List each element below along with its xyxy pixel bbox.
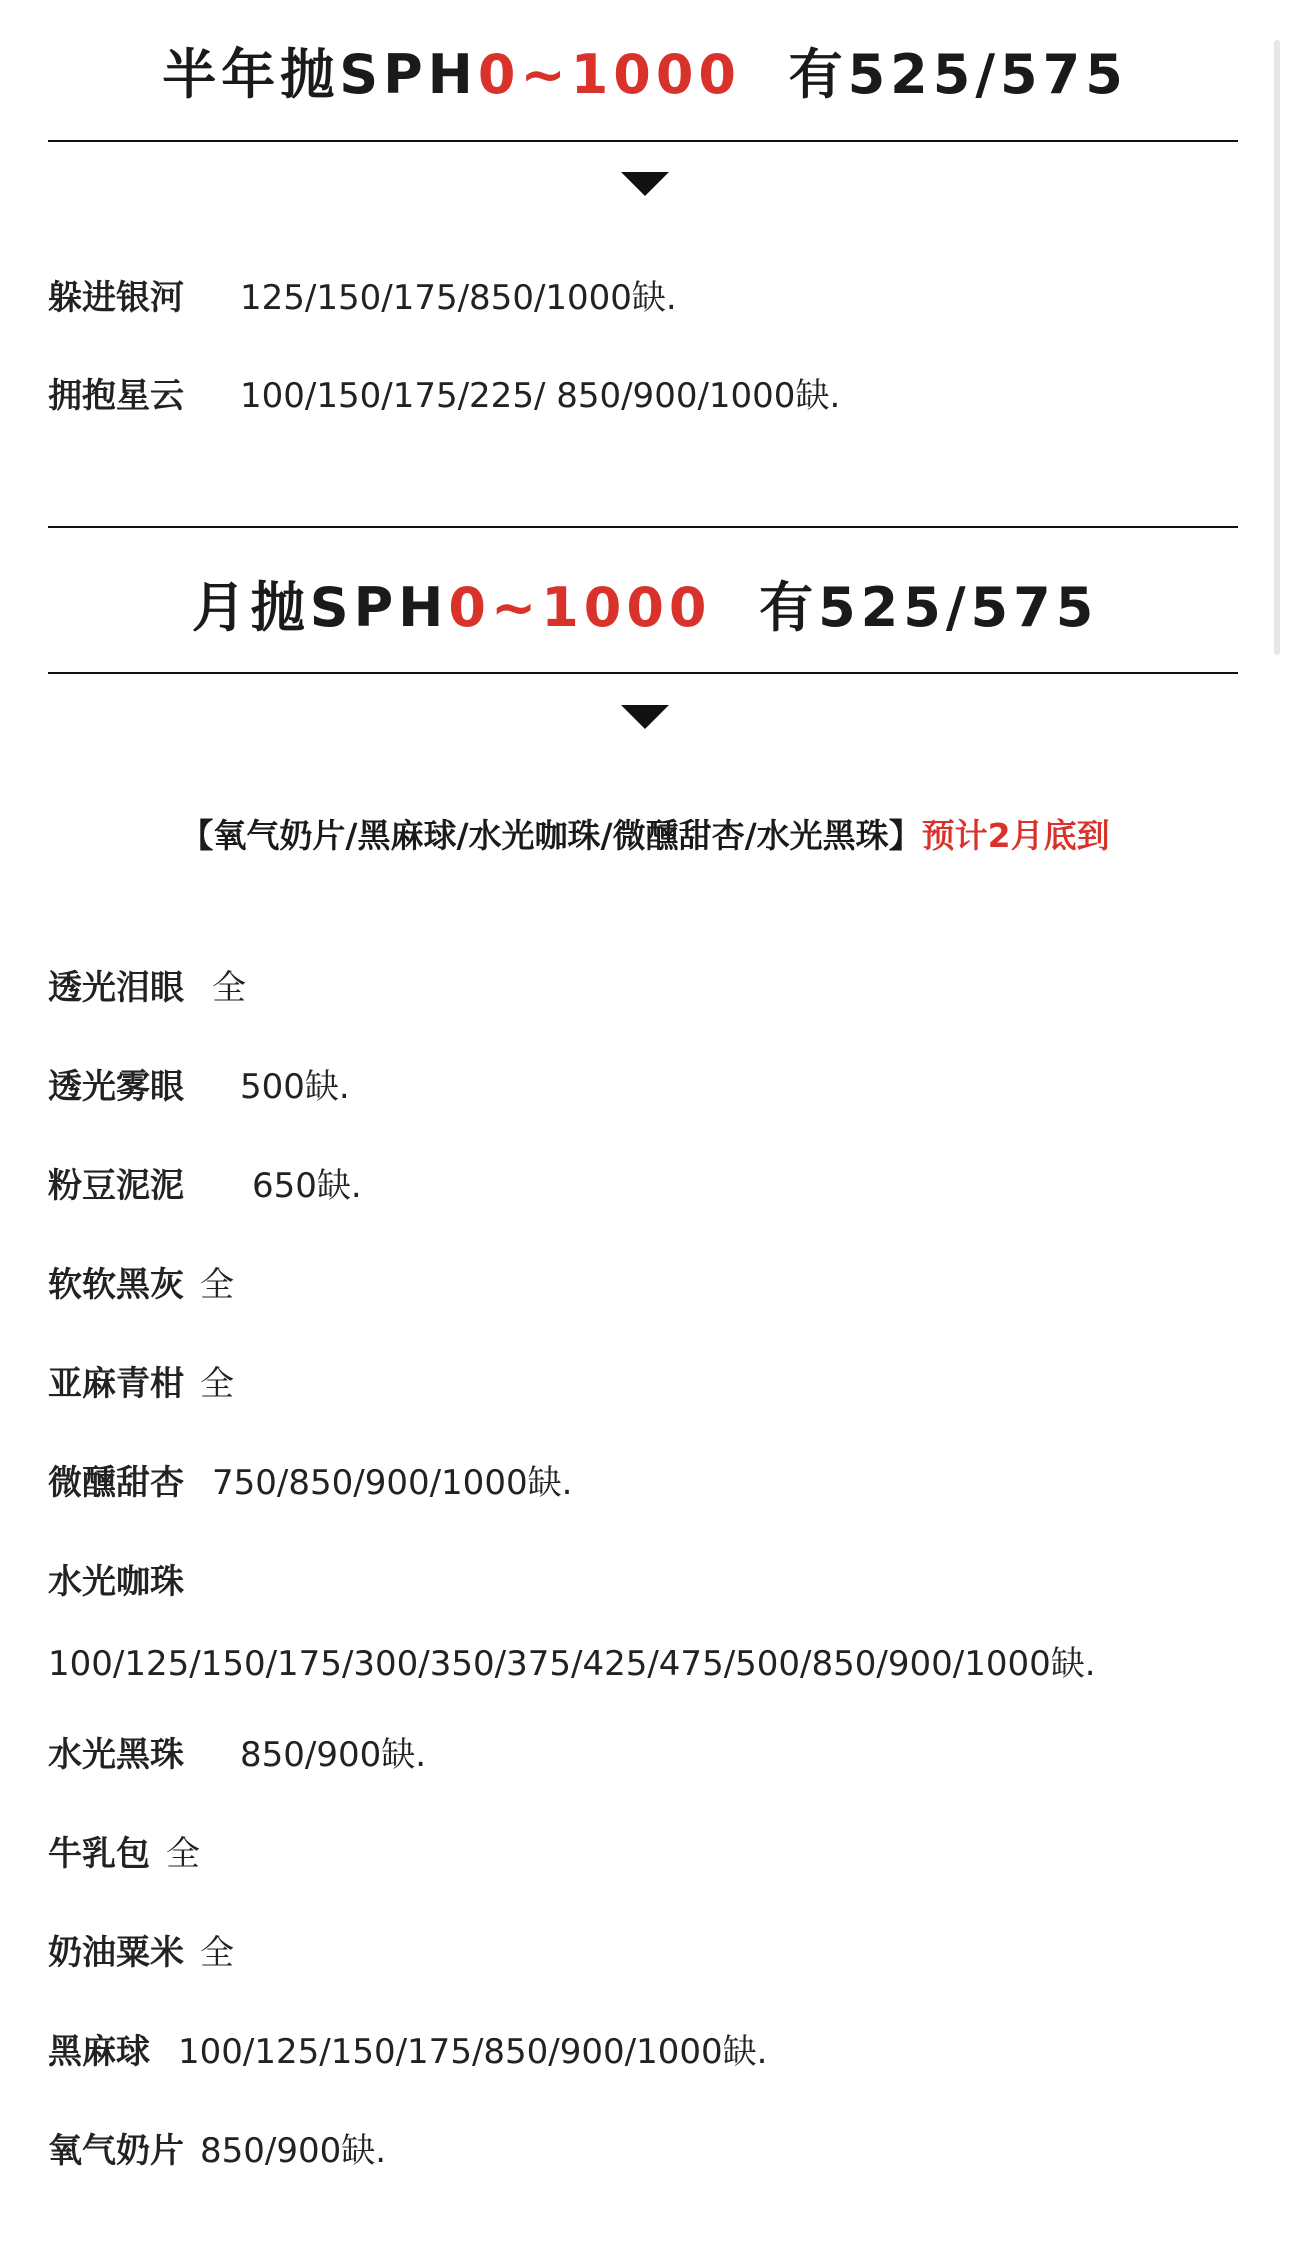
divider (48, 672, 1238, 674)
item-value: 全 (166, 1834, 200, 1874)
down-arrow-icon (621, 705, 669, 729)
item-value: 125/150/175/850/1000缺. (240, 278, 677, 318)
item-value: 650缺. (252, 1166, 362, 1206)
item-value: 100/125/150/175/850/900/1000缺. (178, 2032, 768, 2072)
item-value: 全 (200, 1364, 234, 1404)
list-item (48, 1364, 234, 1404)
arrival-note-date: 预计2月底到 (921, 816, 1110, 855)
list-item (48, 1562, 184, 1602)
half-year-title-range: 0~1000 (477, 43, 741, 106)
monthly-title (0, 565, 1290, 642)
half-year-title-suffix: 有525/575 (788, 43, 1128, 106)
item-value: 100/150/175/225/ 850/900/1000缺. (240, 376, 841, 416)
list-item (48, 278, 677, 318)
item-value: 500缺. (240, 1067, 350, 1107)
monthly-title-range: 0~1000 (448, 576, 712, 639)
list-item (48, 1166, 362, 1206)
item-name: 水光黑珠 (48, 1735, 184, 1775)
item-value: 850/900缺. (200, 2131, 387, 2171)
item-name: 透光泪眼 (48, 968, 184, 1008)
item-name: 软软黑灰 (48, 1265, 184, 1305)
list-item (48, 968, 246, 1008)
divider (48, 140, 1238, 142)
monthly-title-suffix: 有525/575 (759, 576, 1099, 639)
list-item (48, 1933, 234, 1973)
item-value: 750/850/900/1000缺. (212, 1463, 573, 1503)
list-item (48, 2131, 386, 2171)
item-value: 850/900缺. (240, 1735, 427, 1775)
item-name: 透光雾眼 (48, 1067, 184, 1107)
item-name: 奶油粟米 (48, 1933, 184, 1973)
item-name: 微醺甜杏 (48, 1463, 184, 1503)
item-value: 全 (212, 968, 246, 1008)
item-name: 牛乳包 (48, 1834, 150, 1874)
half-year-title (0, 32, 1290, 109)
monthly-title-prefix: 月抛SPH (191, 576, 449, 639)
item-name: 黑麻球 (48, 2032, 150, 2072)
half-year-title-prefix: 半年抛SPH (162, 43, 478, 106)
arrival-note (0, 810, 1290, 857)
item-value: 全 (200, 1933, 234, 1973)
item-name: 躲进银河 (48, 278, 184, 318)
item-name: 水光咖珠 (48, 1562, 184, 1602)
item-name: 氧气奶片 (48, 2131, 184, 2171)
down-arrow-icon (621, 172, 669, 196)
list-item (48, 376, 840, 416)
item-value: 全 (200, 1265, 234, 1305)
item-name: 拥抱星云 (48, 376, 184, 416)
list-item (48, 1834, 200, 1874)
list-item (48, 1265, 234, 1305)
item-value: 100/125/150/175/300/350/375/425/475/500/850/900/1000缺. (48, 1644, 1096, 1684)
divider (48, 526, 1238, 528)
arrival-note-main: 【氧气奶片/黑麻球/水光咖珠/微醺甜杏/水光黑珠】 (180, 816, 922, 855)
list-item (48, 1735, 426, 1775)
item-name: 亚麻青柑 (48, 1364, 184, 1404)
list-item (48, 1067, 350, 1107)
item-name: 粉豆泥泥 (48, 1166, 184, 1206)
scrollbar[interactable] (1274, 40, 1280, 655)
list-item (48, 1463, 572, 1503)
list-item (48, 2032, 767, 2072)
